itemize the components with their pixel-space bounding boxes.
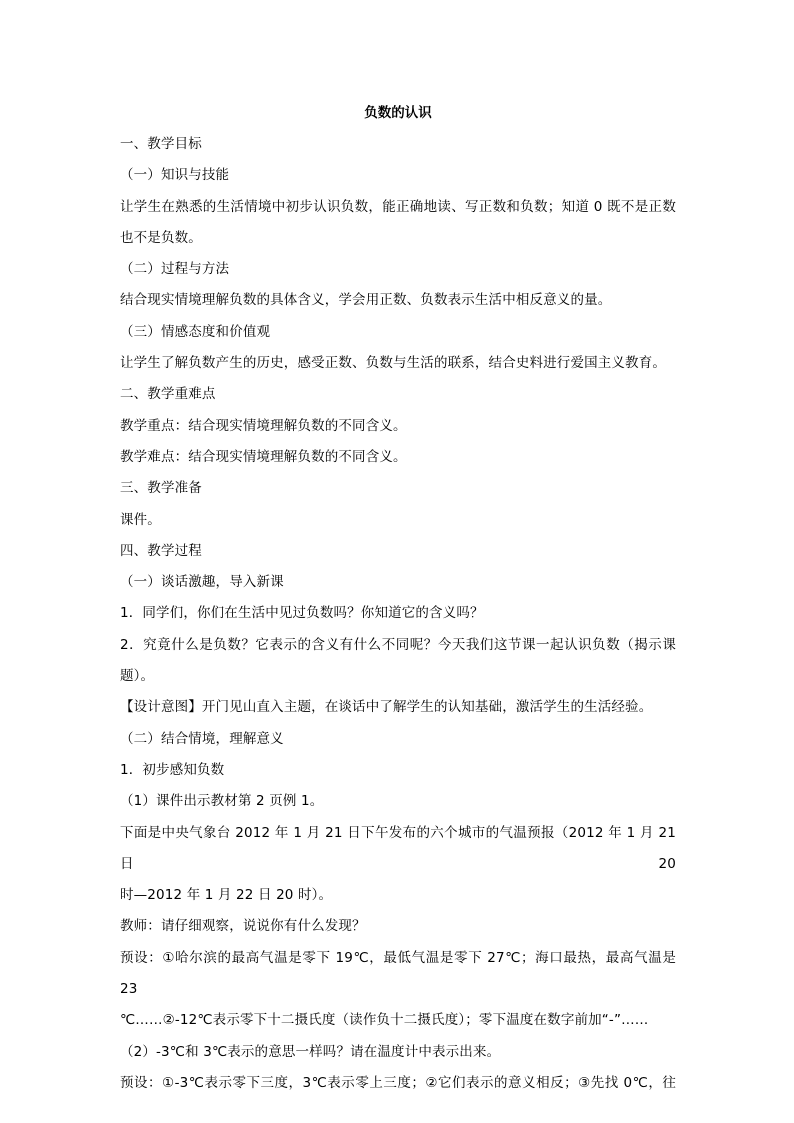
document-title: 负数的认识 [364,105,432,121]
paragraph-line: 预设：①-3℃表示零下三度，3℃表示零上三度；②它们表示的意义相反；③先找 0℃，往 [120,1074,676,1091]
subheading-emotion-values: （三）情感态度和价值观 [120,323,271,340]
paragraph-line: 教学难点：结合现实情境理解负数的不同含义。 [120,448,407,465]
subheading-context-meaning: （二）结合情境，理解意义 [120,730,284,747]
paragraph-line: （2）-3℃和 3℃表示的意思一样吗？请在温度计中表示出来。 [120,1043,501,1060]
heading-teaching-goals: 一、教学目标 [120,136,202,152]
paragraph-line: 时—2012 年 1 月 22 日 20 时）。 [120,887,333,904]
paragraph-line: 课件。 [120,511,161,528]
paragraph-line: 结合现实情境理解负数的具体含义，学会用正数、负数表示生活中相反意义的量。 [120,292,612,309]
paragraph-line: 2．究竟什么是负数？它表示的含义有什么不同呢？今天我们这节课一起认识负数（揭示课 [120,636,676,653]
paragraph-line: 【设计意图】开门见山直入主题，在谈话中了解学生的认知基础，激活学生的生活经验。 [120,699,653,716]
paragraph-line: 教学重点：结合现实情境理解负数的不同含义。 [120,417,407,434]
document-body [120,129,676,1099]
paragraph-line: 教师：请仔细观察，说说你有什么发现？ [120,918,366,935]
heading-teaching-process: 四、教学过程 [120,542,202,559]
paragraph-line: （1）课件出示教材第 2 页例 1。 [120,793,324,810]
subheading-introduction: （一）谈话激趣，导入新课 [120,574,284,591]
subheading-knowledge-skills: （一）知识与技能 [120,167,230,184]
paragraph-line: 1．初步感知负数 [120,761,225,778]
paragraph-line: 让学生了解负数产生的历史，感受正数、负数与生活的联系，结合史料进行爱国主义教育。 [120,355,666,372]
paragraph-line: ℃……②-12℃表示零下十二摄氏度（读作负十二摄氏度）；零下温度在数字前加“-”…… [120,1012,649,1029]
heading-key-difficult-points: 二、教学重难点 [120,386,216,403]
paragraph-line: 让学生在熟悉的生活情境中初步认识负数，能正确地读、写正数和负数；知道 0 既不是正数 [120,198,676,215]
paragraph-line: 1．同学们，你们在生活中见过负数吗？你知道它的含义吗？ [120,605,484,622]
document-page [120,98,676,1099]
paragraph-line: 题）。 [120,668,155,685]
paragraph-line: 也不是负数。 [120,229,202,246]
subheading-process-method: （二）过程与方法 [120,261,230,278]
paragraph-line: 下面是中央气象台 2012 年 1 月 21 日下午发布的六个城市的气温预报（2012 年 1 月 21 日 20 [120,824,676,872]
paragraph-line: 预设：①哈尔滨的最高气温是零下 19℃，最低气温是零下 27℃；海口最热，最高气温是 23 [120,949,676,998]
heading-teaching-preparation: 三、教学准备 [120,480,202,497]
